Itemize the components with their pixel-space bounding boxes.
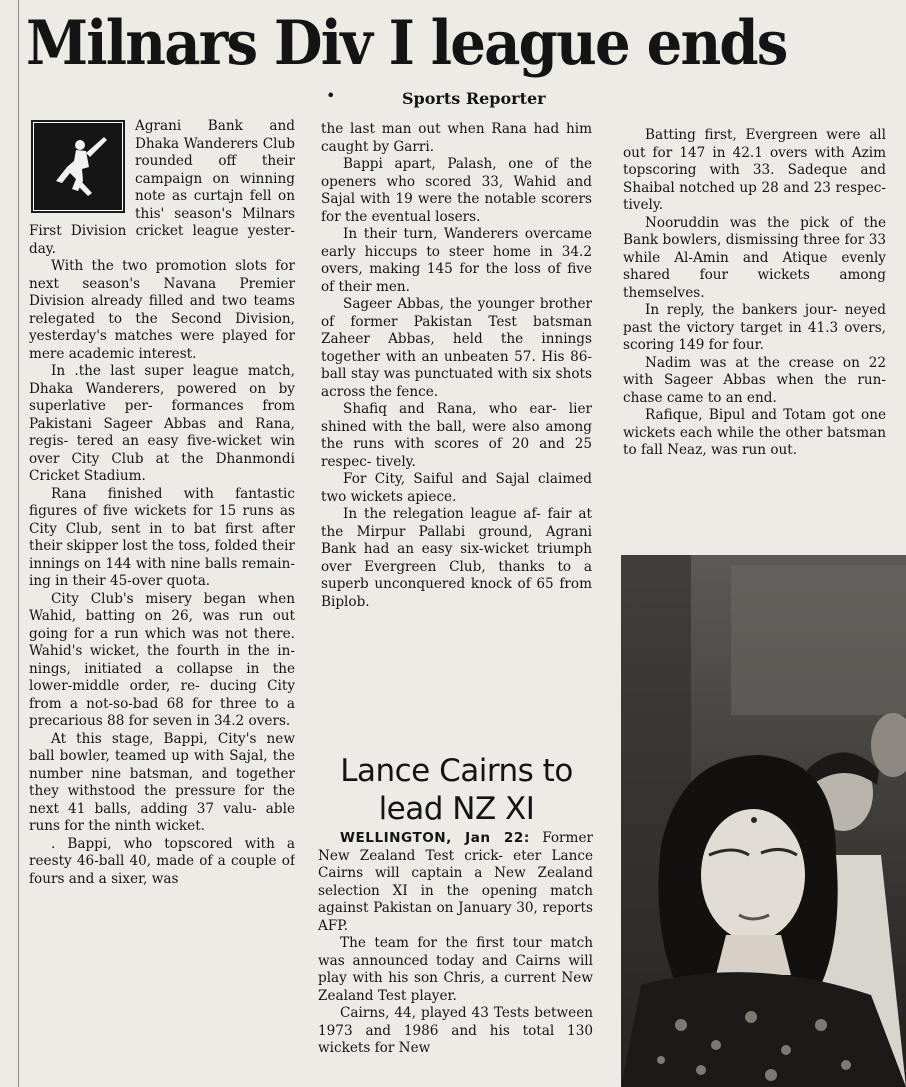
- paragraph: . Bappi, who topscored with a reesty 46-ball 40, made of a couple of fours and a sixer, was: [29, 835, 295, 887]
- paragraph: In .the last super league match, Dhaka Wanderers, powered on by superlative per- formances from Pakistani Sageer Abbas and Rana, regis- tered an easy five-wicket win over City Club at the Dhanmondi Cricket Stadium.: [29, 363, 295, 484]
- column-rule: [18, 0, 19, 1087]
- paragraph: Nooruddin was the pick of the Bank bowlers, dismissing three for 33 while Al-Amin and Atique evenly shared four wickets among themselves.: [623, 214, 886, 301]
- paragraph: Rafique, Bipul and Totam got one wickets each while the other batsman to fall Neaz, was run out.: [623, 407, 886, 458]
- paragraph: The team for the first tour match was announced today and Cairns will play with his son Chris, a current New Zealand Test player.: [318, 935, 593, 1004]
- dateline: WELLINGTON, Jan 22:: [340, 830, 530, 846]
- article-column-3: [623, 127, 886, 547]
- paragraph: Rana finished with fantastic figures of five wickets for 15 runs as City Club, sent in to bat first after their skipper lost the toss, folded their innings on 144 with nine balls remain- ing in their 45-over quota.: [29, 485, 295, 589]
- paragraph: the last man out when Rana had him caught by Garri.: [321, 121, 592, 155]
- byline: Sports Reporter: [402, 89, 546, 108]
- second-article-headline: Lance Cairns to lead NZ XI: [340, 753, 573, 827]
- news-photo: [621, 555, 906, 1087]
- paragraph: City Club's misery began when Wahid, batting on 26, was run out going for a run which was not there. Wahid's wicket, the fourth in the in- nings, initiated a collapse in the lower-middle order, re- ducing City from a not-so-bad 68 for three to a precarious 88 for seven in 34.2 overs.: [29, 590, 295, 729]
- bullet-mark: •: [326, 86, 336, 105]
- paragraph: Bappi apart, Palash, one of the openers who scored 33, Wahid and Sajal with 19 were the notable scorers for the eventual losers.: [321, 156, 592, 225]
- paragraph: At this stage, Bappi, City's new ball bowler, teamed up with Sajal, the number nine batsman, and together they withstood the pressure for the next 41 balls, adding 37 valu- able runs for the ninth wicket.: [29, 730, 295, 834]
- paragraph: Batting first, Evergreen were all out for 147 in 42.1 overs with Azim topscoring with 33. Sadeque and Shaibal notched up 28 and 23 respec- tively.: [623, 127, 886, 213]
- article-column-2: [321, 121, 592, 743]
- paragraph: In their turn, Wanderers overcame early hiccups to steer home in 34.2 overs, making 145 for the loss of five of their men.: [321, 226, 592, 295]
- cricket-batsman-icon: [31, 120, 125, 213]
- paragraph: Former New Zealand Test crick- eter Lance Cairns will captain a New Zealand selection XI in the opening match against Pakistan on January 30, reports AFP.: [318, 830, 593, 934]
- paragraph: Agrani Bank and Dhaka Wanderers Club rounded off their campaign on winning note as curtajn fell on this' season's Milnars First Division cricket league yester- day.: [29, 118, 295, 257]
- paragraph: Cairns, 44, played 43 Tests between 1973 and 1986 and his total 130 wickets for New: [318, 1005, 593, 1056]
- paragraph: With the two promotion slots for next season's Navana Premier Division already filled and two teams relegated to the Second Division, yesterday's matches were played for mere academic interest.: [29, 258, 295, 362]
- paragraph: Shafiq and Rana, who ear- lier shined with the ball, were also among the runs with scores of 20 and 25 respec- tively.: [321, 401, 592, 470]
- paragraph: For City, Saiful and Sajal claimed two wickets apiece.: [321, 471, 592, 505]
- paragraph: In reply, the bankers jour- neyed past the victory target in 41.3 overs, scoring 149 for four.: [623, 302, 886, 353]
- article-column-1: [29, 118, 295, 1087]
- paragraph: Nadim was at the crease on 22 with Sageer Abbas when the run-chase came to an end.: [623, 354, 886, 406]
- paragraph: Sageer Abbas, the younger brother of former Pakistan Test batsman Zaheer Abbas, held the innings together with an unbeaten 57. His 86-ball stay was punctuated with six shots across the fence.: [321, 296, 592, 400]
- second-article-body: [318, 830, 593, 1087]
- paragraph: In the relegation league af- fair at the Mirpur Pallabi ground, Agrani Bank had an easy six-wicket triumph over Evergreen Club, thanks to a superb unconquered knock of 65 from Biplob.: [321, 506, 592, 610]
- headline: Milnars Div I league ends: [26, 8, 787, 79]
